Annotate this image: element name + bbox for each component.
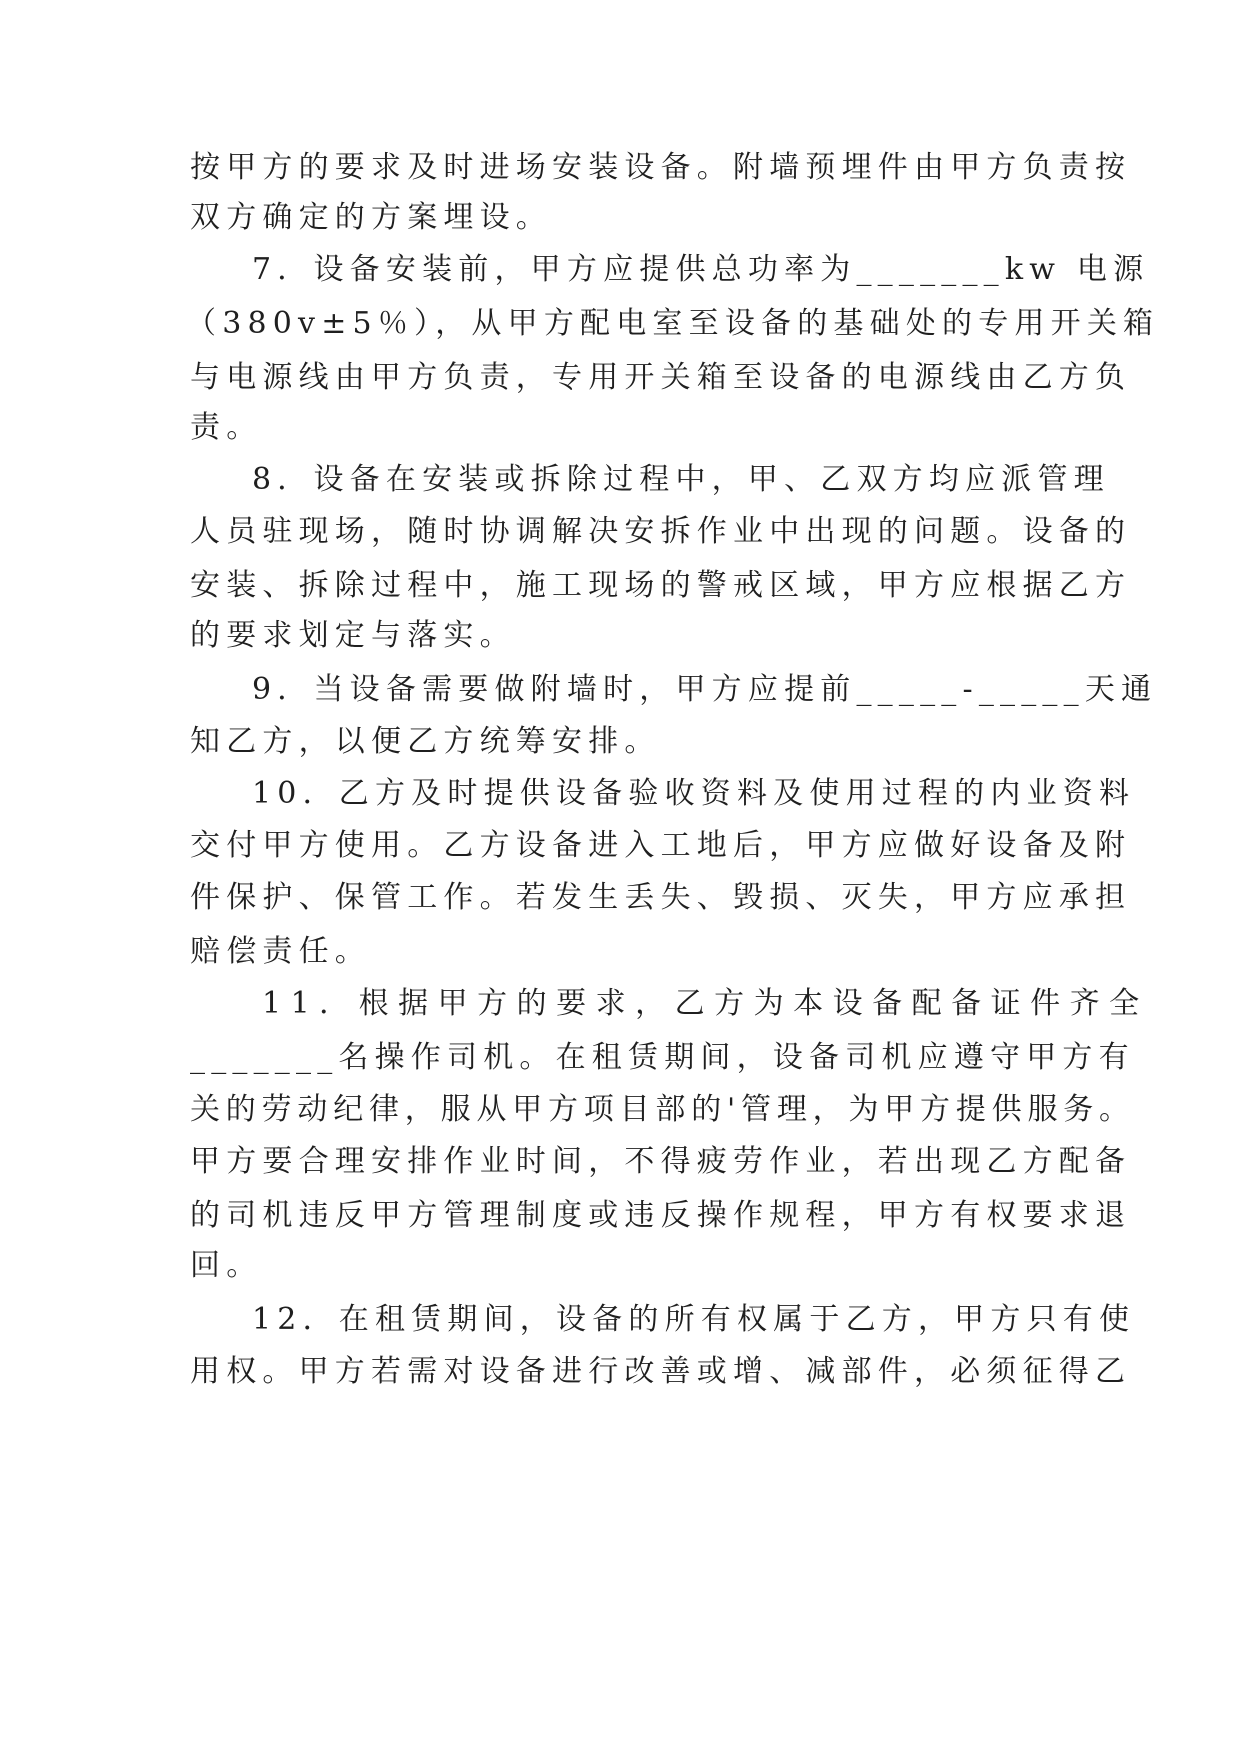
- clause-7-line: 责。: [190, 410, 263, 445]
- paragraph-line: 双方确定的方案埋设。: [190, 200, 552, 235]
- clause-11-line: 回。: [190, 1248, 263, 1283]
- clause-9-line: 9．当设备需要做附墙时，甲方应提前_____-_____天通: [252, 672, 1158, 707]
- clause-8-line: 8．设备在安装或拆除过程中，甲、乙双方均应派管理: [252, 462, 1110, 497]
- clause-9-line: 知乙方，以便乙方统筹安排。: [190, 724, 661, 759]
- clause-11-line: _______名操作司机。在租赁期间，设备司机应遵守甲方有: [190, 1040, 1135, 1075]
- clause-11-line: 甲方要合理安排作业时间，不得疲劳作业，若出现乙方配备: [190, 1144, 1132, 1179]
- clause-10-line: 交付甲方使用。乙方设备进入工地后，甲方应做好设备及附: [190, 828, 1132, 863]
- clause-7-line: 7．设备安装前，甲方应提供总功率为_______kw 电源: [252, 252, 1150, 287]
- clause-12-line: 用权。甲方若需对设备进行改善或增、减部件，必须征得乙: [190, 1354, 1132, 1389]
- clause-7-line: 与电源线由甲方负责，专用开关箱至设备的电源线由乙方负: [190, 360, 1132, 395]
- clause-11-line: 的司机违反甲方管理制度或违反操作规程，甲方有权要求退: [190, 1198, 1132, 1233]
- clause-10-line: 件保护、保管工作。若发生丢失、毁损、灭失，甲方应承担: [190, 880, 1132, 915]
- clause-12-line: 12．在租赁期间，设备的所有权属于乙方，甲方只有使: [252, 1302, 1136, 1337]
- clause-8-line: 安装、拆除过程中，施工现场的警戒区域，甲方应根据乙方: [190, 568, 1132, 603]
- clause-8-line: 人员驻现场，随时协调解决安拆作业中出现的问题。设备的: [190, 514, 1132, 549]
- paragraph-line: 按甲方的要求及时进场安装设备。附墙预埋件由甲方负责按: [190, 150, 1132, 185]
- clause-11-line: 关的劳动纪律，服从甲方项目部的'管理，为甲方提供服务。: [190, 1092, 1135, 1127]
- clause-7-line: （380v±5％），从甲方配电室至设备的基础处的专用开关箱: [186, 306, 1160, 341]
- clause-10-line: 赔偿责任。: [190, 934, 371, 969]
- clause-11-line: 11．根据甲方的要求，乙方为本设备配备证件齐全: [262, 986, 1149, 1021]
- clause-10-line: 10．乙方及时提供设备验收资料及使用过程的内业资料: [252, 776, 1136, 811]
- clause-8-line: 的要求划定与落实。: [190, 618, 516, 653]
